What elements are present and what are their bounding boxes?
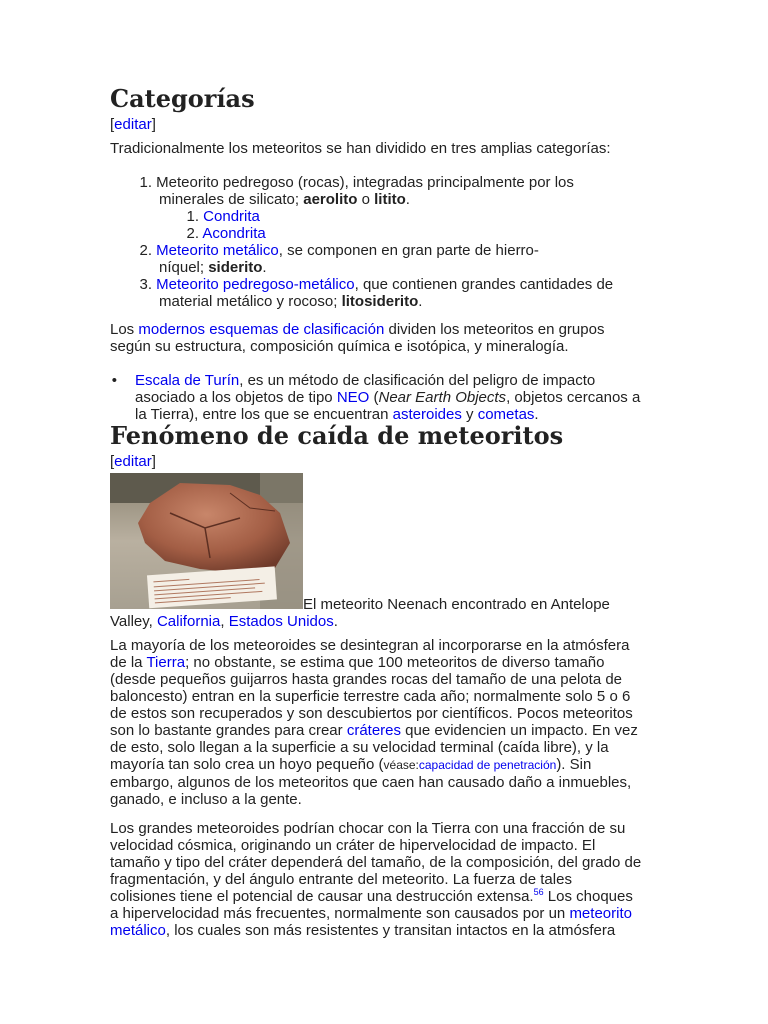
section-heading-fenomeno: Fenómeno de caída de meteoritos	[110, 421, 564, 450]
link-crateres[interactable]: cráteres	[346, 722, 402, 739]
bullet-list	[110, 372, 670, 423]
paragraph-2: Los grandes meteoroides podrían chocar con la Tierra con una fracción de su velocidad cósmica, originando un cráter de hipervelocidad de impacto. El tamaño y tipo del cráter dependerá del tamaño, de la composición, del grado de fragmentación, y del ángulo entrante del meteorito. La fuerza de tales colisiones tiene el potencial de causar una destrucción extensa.$^{56}$ Los choques a hipervelocidad más frecuentes, normalmente son causados por un meteorito metálico, los cuales son más resistentes y transitan intactos en la atmósfera	[110, 820, 642, 939]
link-modernos-esquemas[interactable]: modernos esquemas de clasificación	[138, 321, 385, 338]
link-california[interactable]: California	[156, 613, 221, 630]
term-aerolito: aerolito	[303, 191, 358, 208]
list-item: 2. Meteorito metálico, se componen en gran parte de hierro- níquel; siderito.	[139, 242, 539, 276]
link-capacidad-de-penetracion[interactable]: capacidad de penetración	[418, 758, 557, 772]
list-item: 3. Meteorito pedregoso-metálico, que contienen grandes cantidades de material metálico y rocoso; litosiderito.	[139, 276, 614, 310]
image-caption: El meteorito Neenach encontrado en Antelope Valley, California, Estados Unidos.	[110, 596, 610, 630]
link-cometas[interactable]: cometas	[477, 406, 535, 423]
link-condrita[interactable]: Condrita	[203, 208, 260, 225]
meteorite-photo[interactable]	[110, 473, 303, 609]
link-tierra[interactable]: Tierra	[146, 654, 186, 671]
intro-text: Tradicionalmente los meteoritos se han dividido en tres amplias categorías:	[110, 140, 611, 157]
link-estados-unidos[interactable]: Estados Unidos	[228, 613, 334, 630]
edit-section-link-row: [editar]	[110, 116, 156, 133]
link-meteorito-pedregoso-metalico[interactable]: Meteorito pedregoso-metálico	[156, 276, 355, 293]
link-meteorito-metalico-2[interactable]: meteorito	[569, 905, 632, 922]
category-list	[110, 174, 660, 310]
bullet-icon: •	[111, 372, 117, 389]
list-item: • Escala de Turín, es un método de clasificación del peligro de impacto asociado a los objetos de tipo NEO (Near Earth Objects, objetos cercanos a la Tierra), entre los que se encuentran asteroides y cometas.	[111, 372, 641, 423]
classification-paragraph: Los modernos esquemas de clasificación dividen los meteoritos en grupos según su estructura, composición química e isotópica, y mineralogía.	[110, 321, 605, 355]
link-meteorito-metalico-2-cont[interactable]: metálico	[110, 922, 166, 939]
list-item: 1. Meteorito pedregoso (rocas), integradas principalmente por los minerales de silicato; aerolito o litito. 1. Condrita 2. Acondrita	[139, 174, 574, 242]
section-heading-categorias: Categorías	[110, 84, 255, 113]
term-siderito: siderito	[208, 259, 263, 276]
edit-section-link-row: [editar]	[110, 453, 156, 470]
edit-link[interactable]: editar	[114, 453, 152, 470]
term-litosiderito: litosiderito	[341, 293, 419, 310]
reference-56[interactable]: 56	[533, 887, 544, 897]
paragraph-1: La mayoría de los meteoroides se desintegran al incorporarse en la atmósfera de la Tierra; no obstante, se estima que 100 meteoritos de diverso tamaño (desde pequeños guijarros hasta grandes rocas del tamaño de una pelota de baloncesto) entran en la superficie terrestre cada año; normalmente solo 5 o 6 de estos son recuperados y son descubiertos por científicos. Pocos meteoritos son lo bastante grandes para crear cráteres que evidencien un impacto. En vez de esto, solo llegan a la superficie a su velocidad terminal (caída libre), y la mayoría tan solo crea un hoyo pequeño (véase:capacidad de penetración). Sin embargo, algunos de los meteoritos que caen han causado daño a inmuebles, ganado, e incluso a la gente.	[110, 637, 638, 808]
link-asteroides[interactable]: asteroides	[392, 406, 462, 423]
link-neo[interactable]: NEO	[336, 389, 370, 406]
term-litito: litito	[374, 191, 406, 208]
link-meteorito-metalico[interactable]: Meteorito metálico	[156, 242, 279, 259]
near-earth-objects-text: Near Earth Objects	[378, 389, 507, 406]
edit-link[interactable]: editar	[114, 116, 152, 133]
link-acondrita[interactable]: Acondrita	[202, 225, 266, 242]
link-escala-de-turin[interactable]: Escala de Turín	[135, 372, 240, 389]
